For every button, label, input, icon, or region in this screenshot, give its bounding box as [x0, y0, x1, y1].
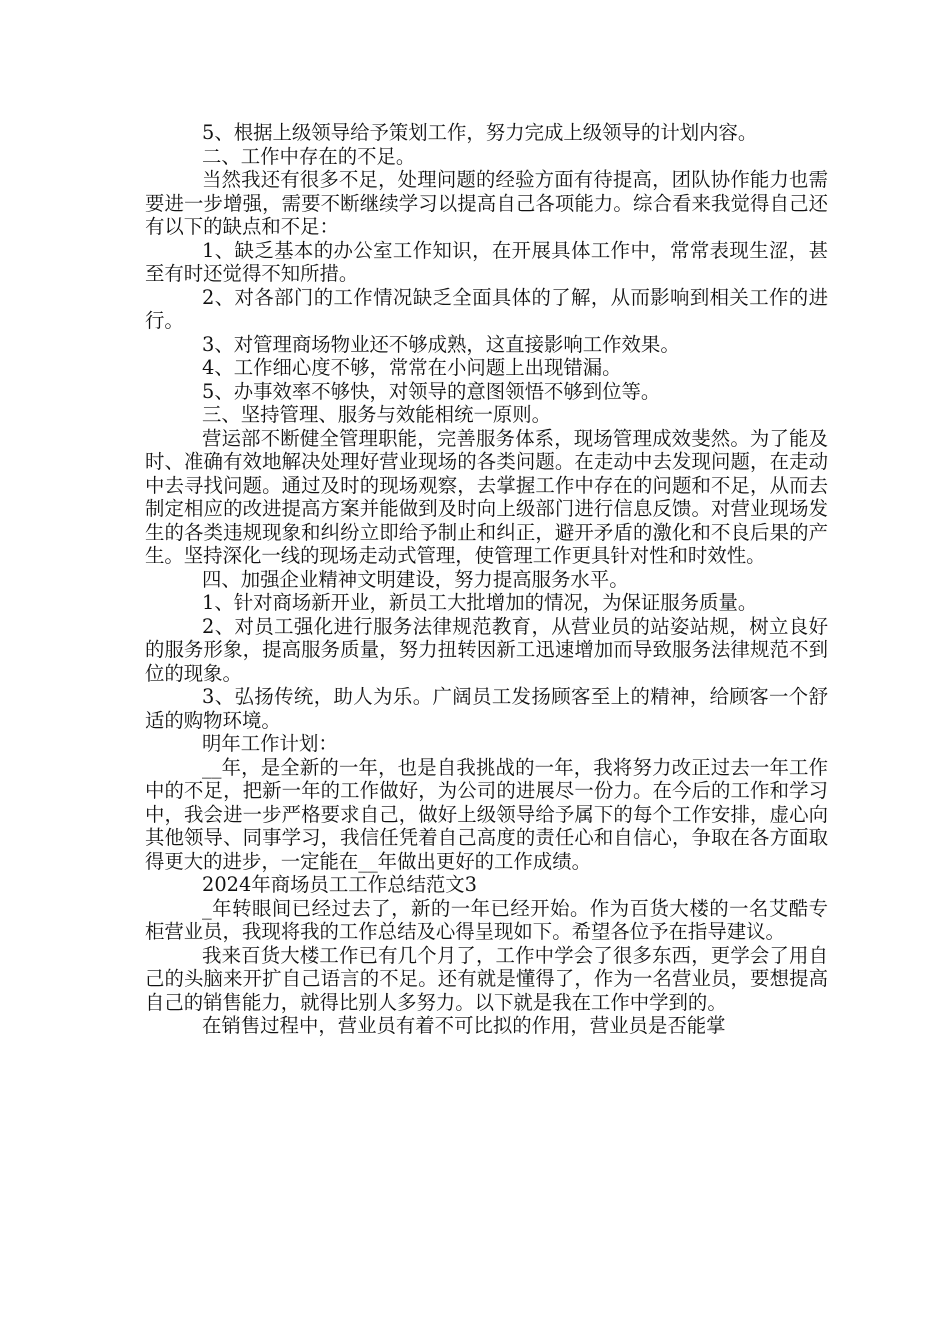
section-heading: 明年工作计划： [202, 732, 338, 755]
list-item: 2、对员工强化进行服务法律规范教育，从营业员的站姿站规，树立良好的服务形象，提高服务质量，努力扭转因新工迅速增加而导致服务法律规范不到位的现象。 [145, 614, 828, 685]
paragraph: 5、根据上级领导给予策划工作，努力完成上级领导的计划内容。 [202, 121, 758, 144]
paragraph: _年转眼间已经过去了，新的一年已经开始。作为百货大楼的一名艾酷专柜营业员，我现将我的工作总结及心得呈现如下。希望各位予在指导建议。 [145, 896, 828, 943]
section-heading: 二、工作中存在的不足。 [202, 144, 416, 168]
list-item: 1、缺乏基本的办公室工作知识，在开展具体工作中，常常表现生涩，甚至有时还觉得不知所措。 [145, 238, 828, 285]
section-heading: 三、坚持管理、服务与效能相统一原则。 [202, 403, 552, 426]
document-body [145, 121, 828, 1038]
list-item: 2、对各部门的工作情况缺乏全面具体的了解，从而影响到相关工作的进行。 [145, 285, 828, 332]
paragraph: 在销售过程中，营业员有着不可比拟的作用，营业员是否能掌 [202, 1014, 726, 1037]
section-heading: 四、加强企业精神文明建设，努力提高服务水平。 [202, 567, 629, 591]
list-item: 3、对管理商场物业还不够成熟，这直接影响工作效果。 [202, 332, 680, 356]
list-item: 3、弘扬传统，助人为乐。广阔员工发扬顾客至上的精神，给顾客一个舒适的购物环境。 [145, 685, 828, 732]
paragraph: 我来百货大楼工作已有几个月了，工作中学会了很多东西，更学会了用自己的头脑来开扩自己语言的不足。还有就是懂得了，作为一名营业员，要想提高自己的销售能力，就得比别人多努力。以下就是我在工作中学到的。 [145, 943, 828, 1014]
list-item: 5、办事效率不够快，对领导的意图领悟不够到位等。 [202, 379, 661, 403]
list-item: 4、工作细心度不够，常常在小问题上出现错漏。 [202, 356, 622, 379]
document-title: 2024年商场员工工作总结范文3 [202, 873, 477, 896]
paragraph: 营运部不断健全管理职能，完善服务体系，现场管理成效斐然。为了能及时、准确有效地解决处理好营业现场的各类问题。在走动中去发现问题，在走动中去寻找问题。通过及时的现场观察，去掌握工作中存在的问题和不足，从而去制定相应的改进提高方案并能做到及时向上级部门进行信息反馈。对营业现场发生的各类违规现象和纠纷立即给予制止和纠正，避开矛盾的激化和不良后果的产生。坚持深化一线的现场走动式管理，使管理工作更具针对性和时效性。 [145, 426, 828, 567]
paragraph: __年，是全新的一年，也是自我挑战的一年，我将努力改正过去一年工作中的不足，把新一年的工作做好，为公司的进展尽一份力。在今后的工作和学习中，我会进一步严格要求自己，做好上级领导给予属下的每个工作安排，虚心向其他领导、同事学习，我信任凭着自己高度的责任心和自信心，争取在各方面取得更大的进步，一定能在__年做出更好的工作成绩。 [145, 755, 828, 873]
paragraph: 当然我还有很多不足，处理问题的经验方面有待提高，团队协作能力也需要进一步增强，需要不断继续学习以提高自己各项能力。综合看来我觉得自己还有以下的缺点和不足： [145, 168, 828, 238]
list-item: 1、针对商场新开业，新员工大批增加的情况，为保证服务质量。 [202, 591, 758, 614]
